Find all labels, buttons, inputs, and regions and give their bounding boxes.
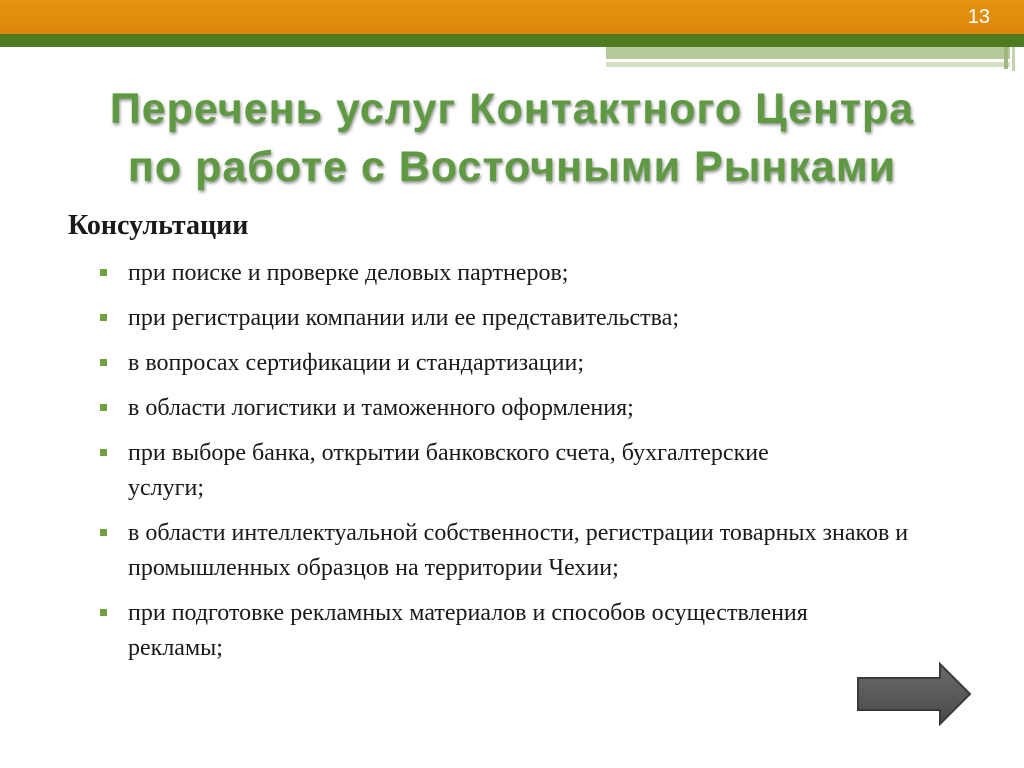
header-light-band <box>606 47 1010 59</box>
list-item-text: при выборе банка, открытии банковского счета, бухгалтерские услуги; <box>128 440 769 501</box>
list-item <box>68 346 948 381</box>
slide-title-line-1: Перечень услуг Контактного Центра <box>109 85 915 133</box>
header-decor-tick-2 <box>1012 47 1015 71</box>
square-bullet-icon <box>100 529 107 536</box>
list-item <box>68 516 948 586</box>
square-bullet-icon <box>100 609 107 616</box>
list-item <box>68 596 828 666</box>
square-bullet-icon <box>100 404 107 411</box>
list-item-text: в вопросах сертификации и стандартизации; <box>128 350 585 376</box>
list-item-text: в области интеллектуальной собственности, регистрации товарных знаков и промышленных образцов на территории Чехии; <box>128 520 909 581</box>
slide-title-line-2: по работе с Восточными Рынками <box>127 143 897 191</box>
header-decor-tick <box>1004 47 1008 69</box>
list-item-text: в области логистики и таможенного оформления; <box>128 395 634 421</box>
bullet-list <box>68 256 948 666</box>
slide-title <box>20 80 1004 196</box>
square-bullet-icon <box>100 269 107 276</box>
list-item <box>68 391 948 426</box>
section-heading: Консультации <box>68 210 249 241</box>
arrow-right-icon <box>856 662 972 726</box>
square-bullet-icon <box>100 314 107 321</box>
list-item <box>68 256 948 291</box>
list-item-text: при подготовке рекламных материалов и способов осуществления рекламы; <box>128 600 808 661</box>
list-item-text: при регистрации компании или ее представительства; <box>128 305 680 331</box>
next-slide-button[interactable] <box>856 662 972 726</box>
square-bullet-icon <box>100 359 107 366</box>
list-item-text: при поиске и проверке деловых партнеров; <box>128 260 569 286</box>
list-item <box>68 436 788 506</box>
header-orange-band <box>0 0 1024 34</box>
list-item <box>68 301 948 336</box>
slide-content <box>68 206 948 676</box>
square-bullet-icon <box>100 449 107 456</box>
header-green-band <box>0 34 1024 47</box>
header-light-band-thin <box>606 62 1010 67</box>
slide-number: 13 <box>967 6 990 28</box>
